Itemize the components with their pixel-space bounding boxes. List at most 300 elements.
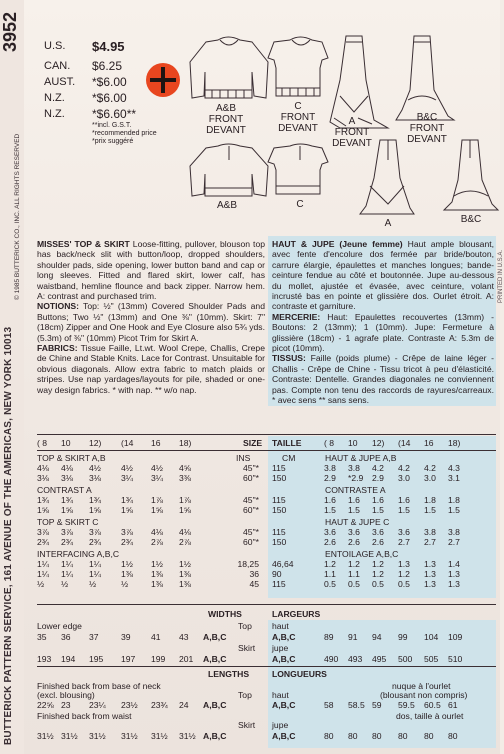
largeurs-label: LARGEURS bbox=[272, 609, 321, 619]
width-cell: 201 bbox=[179, 654, 194, 664]
size-header-cell: (14 bbox=[398, 438, 411, 448]
yardage-row bbox=[37, 569, 259, 579]
fabric-width-cm: 115 bbox=[272, 495, 286, 505]
yardage-cell-m: 3.8 bbox=[448, 527, 460, 537]
width-views: A,B,C bbox=[203, 632, 227, 642]
length-cell: 31½ bbox=[61, 731, 78, 741]
size-header-cell: 18) bbox=[179, 438, 192, 448]
yardage-cell: 1½ bbox=[121, 559, 133, 569]
widths-skirt-label: Skirt bbox=[238, 643, 256, 653]
lengths-label: LENGTHS bbox=[208, 669, 250, 679]
width-views: A,B,C bbox=[203, 654, 227, 664]
view-label-ab-front: A&B FRONT DEVANT bbox=[206, 103, 246, 136]
yardage-cell: 3⅛ bbox=[89, 473, 101, 483]
fabric-width: 45"* bbox=[243, 463, 259, 473]
price-value: *$6.00 bbox=[92, 91, 127, 105]
size-header-cell: 18) bbox=[448, 438, 461, 448]
yardage-cell: 1⅜ bbox=[179, 569, 191, 579]
yardage-cell: ½ bbox=[61, 579, 69, 589]
length-cell: 80 bbox=[324, 731, 334, 741]
yardage-cell-m: 2.7 bbox=[398, 537, 410, 547]
width-cell: 36 bbox=[61, 632, 71, 642]
width-cell: 505 bbox=[424, 654, 439, 664]
yardage-cell: 1⅝ bbox=[151, 505, 163, 515]
skirt-bc-back-drawing bbox=[444, 140, 498, 210]
yardage-cell-m: 3.6 bbox=[324, 527, 336, 537]
yardage-cell-m: 1.5 bbox=[424, 505, 436, 515]
yardage-cell: 1⅝ bbox=[121, 505, 133, 515]
widths-top-fr: haut bbox=[272, 621, 289, 631]
yardage-cell: 1¾ bbox=[121, 495, 133, 505]
fabric-width-cm: 150 bbox=[272, 537, 287, 547]
size-header-cell: ( 8 bbox=[324, 438, 335, 448]
fabric-width-cm: 46,64 bbox=[272, 559, 294, 569]
price-value: *$6.00 bbox=[92, 75, 127, 89]
price-note: **incl. G.S.T. bbox=[92, 122, 132, 129]
pattern-number: 3952 bbox=[0, 11, 20, 52]
size-header-cell: 10 bbox=[61, 438, 71, 448]
yardage-cell: 2⅞ bbox=[151, 537, 163, 547]
length-cell: 80 bbox=[448, 731, 458, 741]
yardage-cell-m: 1.5 bbox=[372, 505, 384, 515]
yardage-section-title: INTERFACING A,B,C bbox=[37, 549, 120, 559]
length-views: A,B,C bbox=[272, 731, 296, 741]
cm-label: CM bbox=[282, 453, 296, 463]
skirt-a-front-drawing bbox=[330, 36, 388, 128]
yardage-cell: 1½ bbox=[179, 559, 191, 569]
length-cell: 31½ bbox=[179, 731, 196, 741]
yardage-cell-m: 4.2 bbox=[398, 463, 410, 473]
length-cell: 80 bbox=[372, 731, 382, 741]
yardage-cell: 2¾ bbox=[121, 537, 133, 547]
divider bbox=[37, 434, 496, 435]
yardage-cell-m: 3.8 bbox=[348, 463, 360, 473]
yardage-row-fr bbox=[272, 579, 472, 589]
width-cell: 94 bbox=[372, 632, 382, 642]
width-cell: 197 bbox=[121, 654, 136, 664]
yardage-row-fr bbox=[272, 463, 472, 473]
yardage-cell: 4⅛ bbox=[151, 527, 163, 537]
spine-copyright: © 1985 BUTTERICK CO., INC. ALL RIGHTS RESERVED bbox=[14, 133, 21, 300]
fabric-width-cm: 90 bbox=[272, 569, 282, 579]
yardage-cell: 4⅛ bbox=[61, 463, 73, 473]
view-label-c-back: C bbox=[296, 199, 304, 210]
yardage-cell: 3⅞ bbox=[37, 527, 49, 537]
yardage-cell: 2¾ bbox=[37, 537, 49, 547]
lengths-top-row bbox=[37, 700, 243, 710]
fabric-width: 60"* bbox=[243, 505, 259, 515]
yardage-cell-m: 2.9 bbox=[372, 473, 384, 483]
yardage-cell-m: 1.1 bbox=[348, 569, 360, 579]
length-cell: 58.5 bbox=[348, 700, 365, 710]
width-cell: 195 bbox=[89, 654, 104, 664]
length-cell: 80 bbox=[398, 731, 408, 741]
yardage-cell: 2⅞ bbox=[179, 537, 191, 547]
size-header-cell: 12) bbox=[89, 438, 102, 448]
yardage-cell-m: 1.5 bbox=[348, 505, 360, 515]
yardage-cell-m: 0.5 bbox=[348, 579, 360, 589]
width-cell: 495 bbox=[372, 654, 387, 664]
top-ab-back-drawing bbox=[190, 144, 268, 196]
widths-skirt-row bbox=[37, 654, 243, 664]
yardage-row bbox=[37, 559, 259, 569]
yardage-cell-m: 1.5 bbox=[398, 505, 410, 515]
width-cell: 91 bbox=[348, 632, 358, 642]
lower-edge-label: Lower edge bbox=[37, 621, 82, 631]
price-country: N.Z. bbox=[44, 108, 65, 120]
yardage-cell: 1⅝ bbox=[61, 505, 73, 515]
yardage-cell: 1¼ bbox=[37, 569, 49, 579]
yardage-cell-m: *2.9 bbox=[348, 473, 364, 483]
length-cell: 22⅝ bbox=[37, 700, 54, 710]
yardage-cell-m: 1.4 bbox=[448, 559, 460, 569]
french-description bbox=[272, 239, 494, 406]
yardage-cell-m: 1.1 bbox=[324, 569, 336, 579]
yardage-cell-m: 1.8 bbox=[448, 495, 460, 505]
yardage-cell-m: 3.8 bbox=[424, 527, 436, 537]
notions-label: NOTIONS: bbox=[37, 301, 80, 312]
widths-skirt-row-fr bbox=[272, 654, 472, 664]
yardage-cell: 1⅝ bbox=[179, 505, 191, 515]
price-note: *recommended price bbox=[92, 130, 157, 137]
yardage-section-title-fr: CONTRASTE A bbox=[325, 485, 386, 495]
yardage-cell-m: 0.5 bbox=[324, 579, 336, 589]
yardage-cell-m: 2.6 bbox=[348, 537, 360, 547]
yardage-cell-m: 2.7 bbox=[424, 537, 436, 547]
length-cell: 23¼ bbox=[89, 700, 106, 710]
width-cell: 490 bbox=[324, 654, 339, 664]
yardage-cell: 1½ bbox=[151, 559, 163, 569]
english-desc: Loose-fitting, pullover, blouson top has back/neck slit with button/loop, dropped shoulders, shoulder pads, side opening, lower button band and cap or long sleeves. Fitted and flared skirt, lower calf, has waistband, hemline flounce and back zipper. Narrow hem. A: contrast and purchased trim. bbox=[37, 239, 265, 302]
lengths-fr-neck1: nuque à l'ourlet bbox=[392, 681, 451, 691]
yardage-cell-m: 4.3 bbox=[448, 463, 460, 473]
yardage-cell: 3¼ bbox=[151, 473, 163, 483]
yardage-cell: 1¾ bbox=[61, 495, 73, 505]
yardage-cell: 1⅝ bbox=[89, 505, 101, 515]
fabrics-label: FABRICS: bbox=[37, 343, 78, 354]
yardage-cell: 1⅜ bbox=[121, 569, 133, 579]
yardage-row-fr bbox=[272, 537, 472, 547]
yardage-cell: 1¾ bbox=[37, 495, 49, 505]
lengths-neck-line1: Finished back from base of neck bbox=[37, 681, 161, 691]
yardage-cell: 3⅛ bbox=[61, 473, 73, 483]
fabric-width: 45 bbox=[249, 579, 259, 589]
length-cell: 59.5 bbox=[398, 700, 415, 710]
length-cell: 31½ bbox=[89, 731, 106, 741]
yardage-cell: 1¼ bbox=[37, 559, 49, 569]
yardage-cell: 1¼ bbox=[61, 569, 73, 579]
length-cell: 24 bbox=[179, 700, 189, 710]
width-cell: 193 bbox=[37, 654, 52, 664]
english-description bbox=[37, 239, 265, 395]
yardage-cell: ½ bbox=[121, 579, 129, 589]
yardage-cell-m: 1.2 bbox=[348, 559, 360, 569]
width-cell: 510 bbox=[448, 654, 463, 664]
top-c-front-drawing bbox=[268, 37, 328, 96]
widths-top-row bbox=[37, 632, 243, 642]
yardage-cell-m: 1.5 bbox=[324, 505, 336, 515]
size-header-cell: 10 bbox=[348, 438, 358, 448]
lengths-fr-waist: dos, taille à ourlet bbox=[396, 711, 464, 721]
yardage-cell: 4½ bbox=[89, 463, 101, 473]
width-cell: 35 bbox=[37, 632, 47, 642]
top-c-back-drawing bbox=[268, 144, 328, 194]
yardage-cell: 2¾ bbox=[89, 537, 101, 547]
yardage-row-fr bbox=[272, 473, 472, 483]
fabrics-text: Tissue Faille, Lt.wt. Wool Crepe, Challis, Crepe de Chine and Stable Knits. Lace for Contrast. Unsuitable for obvious diagonals. Allow extra fabric to match plaids or stripes. Use nap yardages/layouts for pile, shaded or one-way design fabrics. * with nap. ** w/o nap. bbox=[37, 343, 265, 395]
yardage-cell: 1¼ bbox=[89, 569, 101, 579]
yardage-cell: 4⅛ bbox=[179, 527, 191, 537]
fabric-width: 45"* bbox=[243, 495, 259, 505]
width-cell: 109 bbox=[448, 632, 463, 642]
view-label-c-front: C FRONT DEVANT bbox=[278, 101, 318, 134]
length-cell: 31½ bbox=[151, 731, 168, 741]
length-cell: 60.5 bbox=[424, 700, 441, 710]
lengths-top-label: Top bbox=[238, 690, 252, 700]
yardage-cell: 3⅞ bbox=[121, 527, 133, 537]
width-cell: 194 bbox=[61, 654, 76, 664]
yardage-cell-m: 1.6 bbox=[324, 495, 336, 505]
view-label-skirt-a: A FRONT DEVANT bbox=[332, 116, 372, 149]
fabric-width-cm: 150 bbox=[272, 473, 287, 483]
yardage-cell-m: 3.1 bbox=[448, 473, 460, 483]
yardage-cell: 1⅞ bbox=[179, 495, 191, 505]
length-cell: 23½ bbox=[121, 700, 138, 710]
length-cell: 31½ bbox=[121, 731, 138, 741]
yardage-cell-m: 2.6 bbox=[372, 537, 384, 547]
length-views: A,B,C bbox=[203, 700, 227, 710]
lengths-waist-line: Finished back from waist bbox=[37, 711, 132, 721]
yardage-cell: 1⅝ bbox=[37, 505, 49, 515]
fabric-width-cm: 115 bbox=[272, 579, 286, 589]
yardage-cell: 1⅜ bbox=[151, 569, 163, 579]
lengths-top-row-fr bbox=[272, 700, 472, 710]
fabric-width: 18,25 bbox=[237, 559, 259, 569]
yardage-cell: 3⅜ bbox=[179, 473, 191, 483]
yardage-cell-m: 4.2 bbox=[372, 463, 384, 473]
widths-top-row-fr bbox=[272, 632, 472, 642]
skirt-a-back-drawing bbox=[360, 140, 414, 214]
view-label-ab-back: A&B bbox=[216, 200, 237, 211]
printed-in-usa: PRINTED IN U.S.A. bbox=[498, 250, 504, 304]
yardage-section-title-fr: ENTOILAGE A,B,C bbox=[325, 549, 399, 559]
price-note: *prix suggéré bbox=[92, 138, 134, 145]
size-header-cell: ( 8 bbox=[37, 438, 48, 448]
yardage-section-title: CONTRAST A bbox=[37, 485, 92, 495]
price-country: N.Z. bbox=[44, 92, 65, 104]
yardage-row-fr bbox=[272, 527, 472, 537]
yardage-cell: 4½ bbox=[121, 463, 133, 473]
length-cell: 23 bbox=[61, 700, 71, 710]
length-cell: 23¾ bbox=[151, 700, 168, 710]
english-title: MISSES' TOP & SKIRT bbox=[37, 239, 130, 249]
price-country: AUST. bbox=[44, 76, 76, 88]
length-views: A,B,C bbox=[272, 700, 296, 710]
width-cell: 99 bbox=[398, 632, 408, 642]
divider bbox=[37, 604, 496, 605]
yardage-row-fr bbox=[272, 505, 472, 515]
yardage-cell-m: 1.5 bbox=[448, 505, 460, 515]
yardage-cell: ½ bbox=[37, 579, 45, 589]
yardage-cell-m: 3.0 bbox=[424, 473, 436, 483]
yardage-section-title: TOP & SKIRT C bbox=[37, 517, 99, 527]
size-header bbox=[37, 438, 275, 448]
taille-header bbox=[272, 438, 472, 448]
lengths-skirt-fr: jupe bbox=[272, 720, 289, 730]
yardage-cell-m: 2.7 bbox=[448, 537, 460, 547]
fabric-width: 60"* bbox=[243, 473, 259, 483]
yardage-cell-m: 1.2 bbox=[398, 569, 410, 579]
fabric-width: 36 bbox=[249, 569, 259, 579]
width-cell: 41 bbox=[151, 632, 161, 642]
width-views: A,B,C bbox=[272, 654, 296, 664]
widths-top-label: Top bbox=[238, 621, 252, 631]
size-header-cell: 16 bbox=[151, 438, 161, 448]
yardage-cell-m: 1.3 bbox=[398, 559, 410, 569]
top-ab-front-drawing bbox=[190, 37, 268, 98]
yardage-cell: 1⅜ bbox=[179, 579, 191, 589]
yardage-cell-m: 2.9 bbox=[324, 473, 336, 483]
ins-label: INS bbox=[236, 453, 251, 463]
yardage-cell: 1¾ bbox=[89, 495, 101, 505]
view-label-skirt-bc: B&C FRONT DEVANT bbox=[407, 112, 447, 145]
yardage-row bbox=[37, 463, 259, 473]
divider bbox=[37, 666, 496, 667]
width-cell: 493 bbox=[348, 654, 363, 664]
widths-label: WIDTHS bbox=[208, 609, 242, 619]
spine-company-text: BUTTERICK PATTERN SERVICE, 161 AVENUE OF THE AMERICAS, NEW YORK 10013 bbox=[3, 326, 14, 745]
price-country: U.S. bbox=[44, 40, 66, 52]
yardage-cell: 1¼ bbox=[89, 559, 101, 569]
yardage-cell-m: 1.3 bbox=[424, 569, 436, 579]
yardage-cell: 3⅛ bbox=[37, 473, 49, 483]
width-cell: 39 bbox=[121, 632, 131, 642]
size-header-cell: (14 bbox=[121, 438, 134, 448]
yardage-cell-m: 1.3 bbox=[448, 579, 460, 589]
yardage-cell: 3⅞ bbox=[89, 527, 101, 537]
yardage-row-fr bbox=[272, 559, 472, 569]
length-cell: 61 bbox=[448, 700, 458, 710]
yardage-row-fr bbox=[272, 495, 472, 505]
lengths-skirt-row bbox=[37, 731, 243, 741]
longueurs-label: LONGUEURS bbox=[272, 669, 327, 679]
width-cell: 199 bbox=[151, 654, 166, 664]
yardage-cell-m: 3.6 bbox=[372, 527, 384, 537]
lengths-fr-neck2: (blousant non compris) bbox=[380, 690, 468, 700]
yardage-row bbox=[37, 579, 259, 589]
length-cell: 58 bbox=[324, 700, 334, 710]
width-cell: 43 bbox=[179, 632, 189, 642]
length-cell: 59 bbox=[372, 700, 382, 710]
yardage-section-title-fr: HAUT & JUPE A,B bbox=[325, 453, 397, 463]
yardage-cell: 1⅜ bbox=[151, 579, 163, 589]
yardage-cell: 1⅞ bbox=[151, 495, 163, 505]
width-cell: 37 bbox=[89, 632, 99, 642]
yardage-cell-m: 1.2 bbox=[372, 569, 384, 579]
yardage-cell: 4⅛ bbox=[37, 463, 49, 473]
size-label: SIZE bbox=[243, 438, 263, 448]
divider bbox=[37, 450, 496, 451]
yardage-cell: 3⅞ bbox=[61, 527, 73, 537]
length-cell: 80 bbox=[424, 731, 434, 741]
yardage-cell: 1¼ bbox=[61, 559, 73, 569]
yardage-cell-m: 1.2 bbox=[324, 559, 336, 569]
width-cell: 104 bbox=[424, 632, 439, 642]
yardage-cell: 2¾ bbox=[61, 537, 73, 547]
yardage-cell-m: 1.8 bbox=[424, 495, 436, 505]
yardage-cell-m: 1.3 bbox=[424, 559, 436, 569]
lengths-top-fr: haut bbox=[272, 690, 289, 700]
tissus-text: Faille (poids plume) - Crêpe de laine léger - Challis - Crêpe de Chine - Tissu tricot à peu d'élasticité. Contraste: Dentelle. Grandes diagonales ne conviennent pas. Compte non tenu des raccords de rayures/carreaux. * avec sens ** sans sens. bbox=[272, 353, 494, 406]
yardage-row bbox=[37, 495, 259, 505]
yardage-section-title: TOP & SKIRT A,B bbox=[37, 453, 106, 463]
price-value: $4.95 bbox=[92, 38, 125, 54]
taille-label: TAILLE bbox=[272, 438, 302, 448]
yardage-cell-m: 1.6 bbox=[372, 495, 384, 505]
price-value: $6.25 bbox=[92, 59, 123, 73]
tissus-label: TISSUS: bbox=[272, 353, 306, 364]
price-value: *$6.60** bbox=[92, 107, 137, 121]
yardage-cell: 3¼ bbox=[121, 473, 133, 483]
french-desc: Haut ample blousant, avec fente d'encolure dos fermée par bride/bouton, carrure élargie, épaulettes et manches longues; bande-ceinture fendue au côté et boutonnée. Jupe au-dessous du mollet, ajustée et évasée, avec ceinture, volant incrusté bas en pointe et glissière dos. Ourlet étroit. A: contraste et garniture. bbox=[272, 239, 494, 312]
yardage-cell-m: 3.0 bbox=[398, 473, 410, 483]
fabric-width: 45"* bbox=[243, 527, 259, 537]
yardage-cell-m: 1.6 bbox=[398, 495, 410, 505]
length-views: A,B,C bbox=[203, 731, 227, 741]
mercerie-text: Haut: Epaulettes recouvertes (13mm) - Boutons: 2 (13mm); 1 (10mm). Jupe: Fermeture à glissière (18cm) - 1 agrafe plate. Contraste A: 5.3m de picot (10mm). bbox=[272, 311, 495, 354]
length-cell: 31½ bbox=[37, 731, 54, 741]
view-label-skirt-bc-back: B&C bbox=[460, 214, 482, 225]
yardage-row-fr bbox=[272, 569, 472, 579]
lengths-skirt-label: Skirt bbox=[238, 720, 256, 730]
yardage-cell: 4½ bbox=[151, 463, 163, 473]
lengths-neck-line2: (excl. blousing) bbox=[37, 690, 95, 700]
skirt-bc-front-drawing bbox=[396, 36, 454, 120]
yardage-cell-m: 3.8 bbox=[324, 463, 336, 473]
price-country: CAN. bbox=[44, 60, 71, 72]
yardage-row bbox=[37, 527, 259, 537]
widths-skirt-fr: jupe bbox=[272, 643, 289, 653]
lengths-skirt-row-fr bbox=[272, 731, 472, 741]
yardage-cell-m: 0.5 bbox=[372, 579, 384, 589]
width-cell: 89 bbox=[324, 632, 334, 642]
width-views: A,B,C bbox=[272, 632, 296, 642]
yardage-cell-m: 1.3 bbox=[448, 569, 460, 579]
yardage-cell: ½ bbox=[89, 579, 97, 589]
yardage-row bbox=[37, 473, 259, 483]
view-label-skirt-a-back: A bbox=[384, 218, 392, 229]
size-header-cell: 12) bbox=[372, 438, 385, 448]
notions-text: Top: ½" (13mm) Covered Shoulder Pads and Buttons; Two ½" (13mm) and One ⅜" (10mm). Skirt: 7" (18cm) Zipper and One Hook and Eye Closure also 5¾ yds. (5.3m) of ⅜" (10mm) Picot Trim for Skirt A. bbox=[37, 301, 265, 343]
fabric-width-cm: 115 bbox=[272, 527, 286, 537]
yardage-cell-m: 1.3 bbox=[424, 579, 436, 589]
size-header-cell: 16 bbox=[424, 438, 434, 448]
yardage-cell-m: 4.2 bbox=[424, 463, 436, 473]
fabric-width-cm: 115 bbox=[272, 463, 286, 473]
yardage-cell-m: 2.6 bbox=[324, 537, 336, 547]
yardage-cell: 4⅝ bbox=[179, 463, 191, 473]
yardage-cell-m: 0.5 bbox=[398, 579, 410, 589]
fabric-width-cm: 150 bbox=[272, 505, 287, 515]
yardage-cell-m: 1.2 bbox=[372, 559, 384, 569]
width-cell: 500 bbox=[398, 654, 413, 664]
length-cell: 80 bbox=[348, 731, 358, 741]
yardage-cell-m: 1.6 bbox=[348, 495, 360, 505]
french-title: HAUT & JUPE (Jeune femme) bbox=[272, 239, 403, 249]
fabric-width: 60"* bbox=[243, 537, 259, 547]
mercerie-label: MERCERIE: bbox=[272, 311, 321, 322]
yardage-cell-m: 3.6 bbox=[348, 527, 360, 537]
